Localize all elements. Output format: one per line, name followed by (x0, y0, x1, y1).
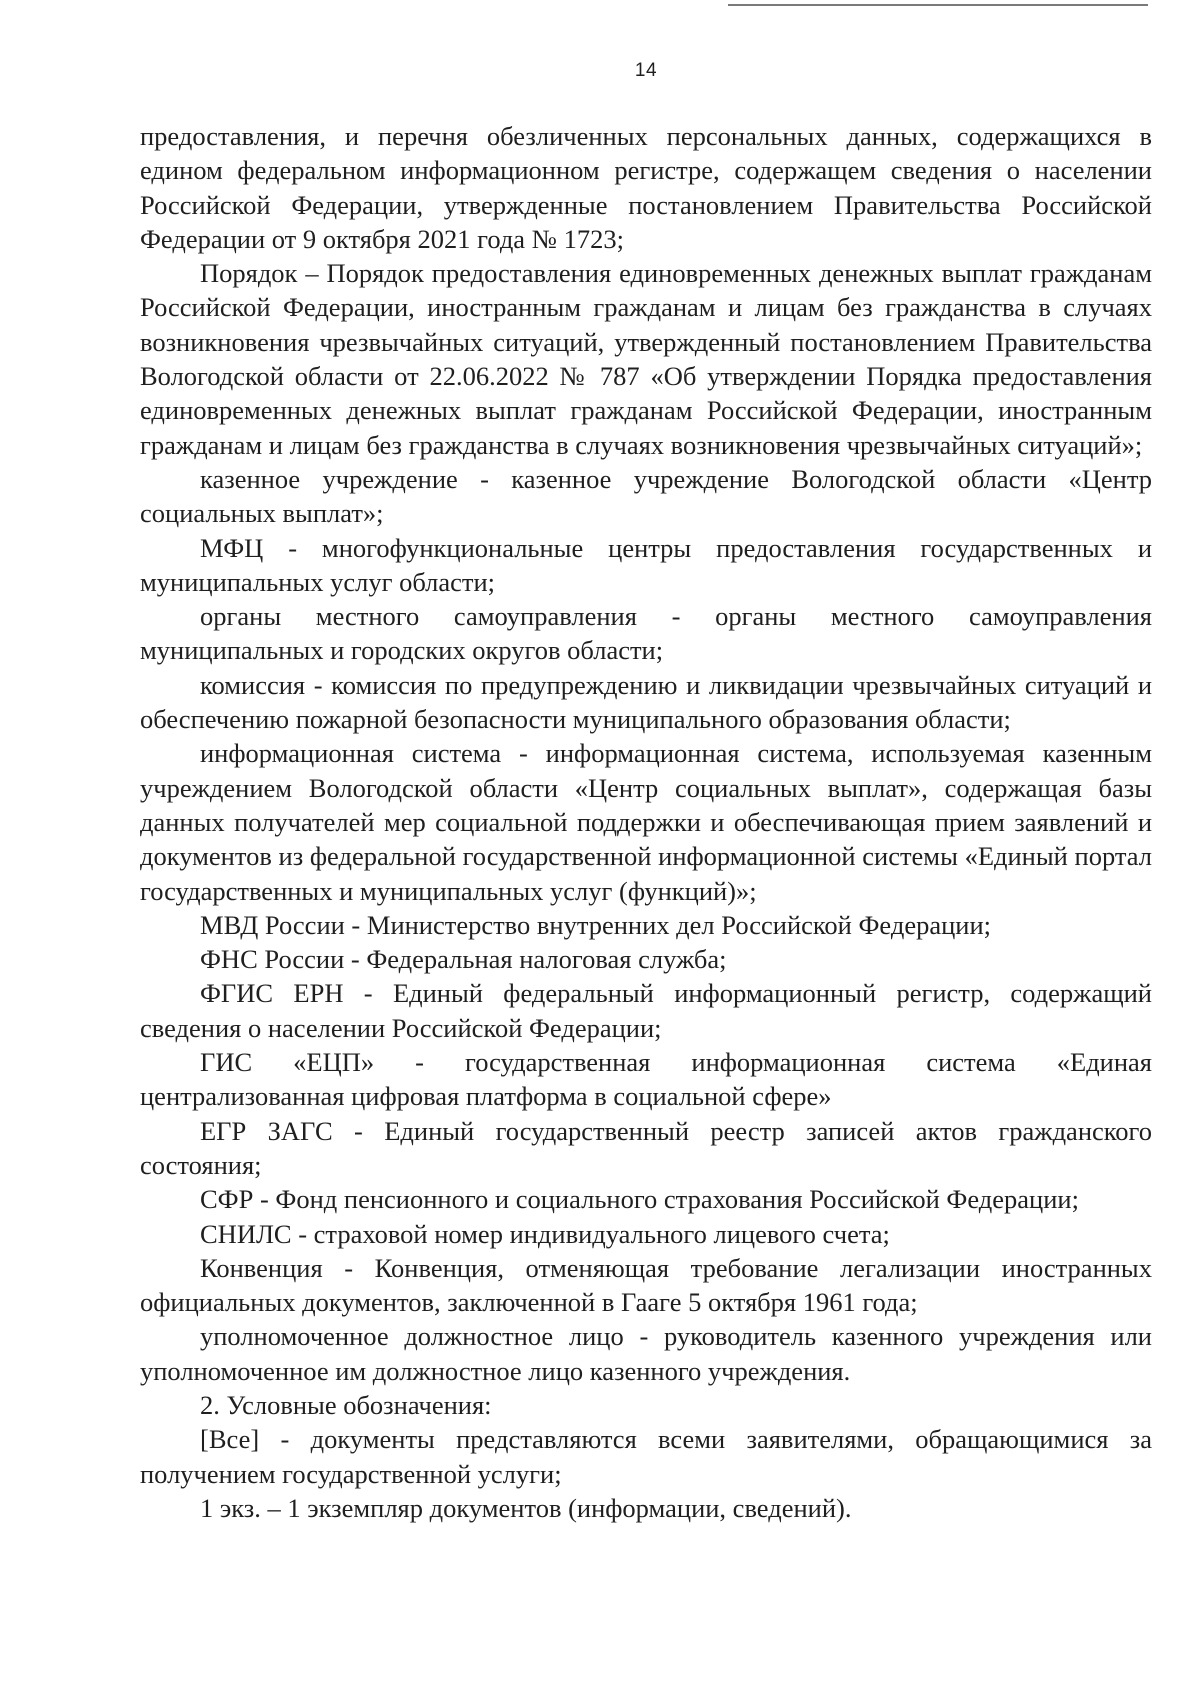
notation-ekz: 1 экз. – 1 экземпляр документов (информации, сведений). (200, 1492, 852, 1523)
paragraph-continuation: предоставления, и перечня обезличенных персональных данных, содержащихся в едином федеральном информационном регистре, содержащем сведения о населении Российской Федерации, утвержденные постановлением Правительства Российской Федерации от 9 октября 2021 года № 1723; (140, 121, 1152, 254)
definition-poryadok: Порядок – Порядок предоставления единовременных денежных выплат гражданам Российской Федерации, иностранным гражданам и лицам без гражданства в случаях возникновения чрезвычайных ситуаций, утвержденный постановлением Правительства Вологодской области от 22.06.2022 № 787 «Об утверждении Порядка предоставления единовременных денежных выплат гражданам Российской Федерации, иностранным гражданам и лицам без гражданства в случаях возникновения чрезвычайных ситуаций»; (140, 258, 1152, 460)
document-page (140, 0, 1152, 1697)
section-heading-uslovnye-oboznacheniya: 2. Условные обозначения: (200, 1389, 492, 1420)
definition-mvd: МВД России - Министерство внутренних дел Российской Федерации; (200, 909, 992, 940)
document-body (140, 119, 1152, 1525)
definition-fgis-ern: ФГИС ЕРН - Единый федеральный информационный регистр, содержащий сведения о населении Российской Федерации; (140, 978, 1152, 1043)
definition-fns: ФНС России - Федеральная налоговая служба; (200, 944, 727, 975)
notation-vse: [Все] - документы представляются всеми заявителями, обращающимися за получением государственной услуги; (140, 1424, 1152, 1489)
definition-egr-zags: ЕГР ЗАГС - Единый государственный реестр записей актов гражданского состояния; (140, 1115, 1152, 1180)
definition-informacionnaya-sistema: информационная система - информационная система, используемая казенным учреждением Вологодской области «Центр социальных выплат», содержащая базы данных получателей мер социальной поддержки и обеспечивающая прием заявлений и документов из федеральной государственной информационной системы «Единый портал государственных и муниципальных услуг (функций)»; (140, 738, 1152, 906)
definition-snils: СНИЛС - страховой номер индивидуального лицевого счета; (200, 1218, 890, 1249)
definition-komissiya: комиссия - комиссия по предупреждению и ликвидации чрезвычайных ситуаций и обеспечению пожарной безопасности муниципального образования области; (140, 669, 1152, 735)
definition-kazennoe-uchrezhdenie: казенное учреждение - казенное учреждение Вологодской области «Центр социальных выплат»; (140, 463, 1152, 529)
definition-sfr: СФР - Фонд пенсионного и социального страхования Российской Федерации; (200, 1184, 1079, 1215)
definition-organy-samoupravleniya: органы местного самоуправления - органы местного самоуправления муниципальных и городских округов области; (140, 601, 1152, 666)
definition-mfc: МФЦ - многофункциональные центры предоставления государственных и муниципальных услуг области; (140, 532, 1152, 597)
definition-upolnomochennoe-lico: уполномоченное должностное лицо - руководитель казенного учреждения или уполномоченное им должностное лицо казенного учреждения. (140, 1321, 1152, 1386)
definition-konvenciya: Конвенция - Конвенция, отменяющая требование легализации иностранных официальных документов, заключенной в Гааге 5 октября 1961 года; (140, 1252, 1152, 1318)
page-number: 14 (634, 60, 658, 81)
definition-gis-ecp: ГИС «ЕЦП» - государственная информационная система «Единая централизованная цифровая платформа в социальной сфере» (140, 1047, 1152, 1112)
